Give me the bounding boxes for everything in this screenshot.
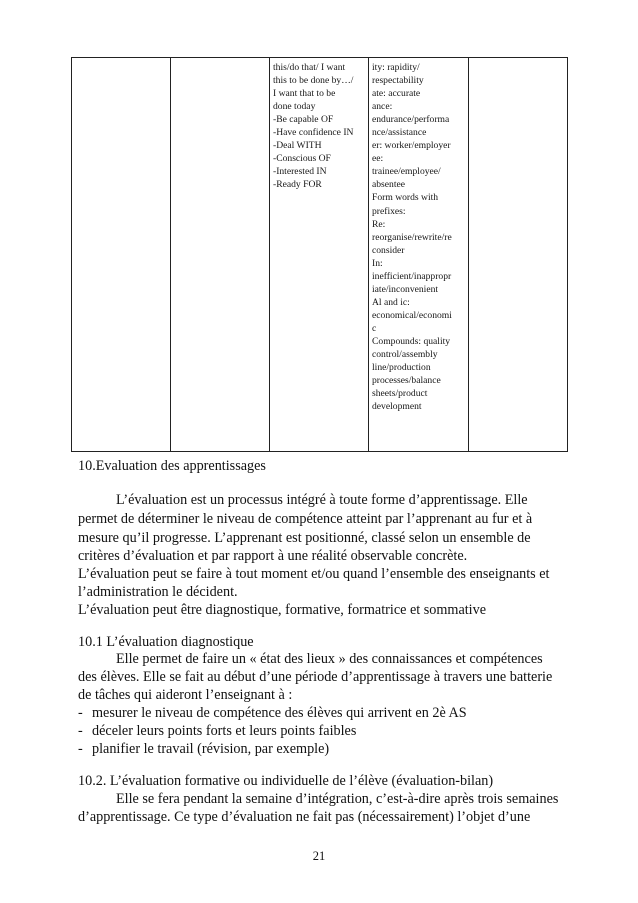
table-cell-line: -Deal WITH (273, 140, 322, 152)
paragraph-line: l’administration le décident. (78, 584, 238, 600)
paragraph-line: critères d’évaluation et par rapport à une réalité observable concrète. (78, 548, 468, 564)
table-cell-line: -Have confidence IN (273, 127, 354, 139)
table-column-divider (368, 58, 369, 451)
list-item: mesurer le niveau de compétence des élèves qui arrivent en 2è AS (92, 705, 467, 721)
table-cell-line: Form words with (372, 192, 439, 204)
table-cell-line: development (372, 401, 422, 413)
table-cell-line: trainee/employee/ (372, 166, 441, 178)
table-cell-line: reorganise/rewrite/re (372, 231, 452, 243)
table-cell-line: c (372, 322, 377, 334)
bullet-marker: - (78, 723, 83, 739)
table-cell-line: ance: (372, 101, 393, 113)
table-cell-line: ate: accurate (372, 88, 421, 100)
bullet-marker: - (78, 705, 83, 721)
table-cell-line: consider (372, 244, 405, 256)
table-cell-line: -Ready FOR (273, 179, 322, 191)
table-cell-line: Compounds: quality (372, 335, 451, 347)
paragraph-line: des élèves. Elle se fait au début d’une période d’apprentissage à travers une batterie (78, 669, 553, 685)
table-cell-line: nce/assistance (372, 127, 427, 139)
table-cell-line: prefixes: (372, 205, 406, 217)
table-cell-line: inefficient/inappropr (372, 270, 452, 282)
table-cell-line: done today (273, 101, 316, 113)
table-cell-line: absentee (372, 179, 406, 191)
paragraph-line: mesure qu’il progresse. L’apprenant est positionné, classé selon un ensemble de (78, 530, 531, 546)
paragraph-line: Elle permet de faire un « état des lieux » des connaissances et compétences (116, 651, 543, 667)
table-cell-line: this to be done by…/ (273, 75, 354, 87)
paragraph-line: Elle se fera pendant la semaine d’intégration, c’est-à-dire après trois semaines (116, 791, 559, 807)
table-cell-line: ee: (372, 153, 384, 165)
paragraph-line: permet de déterminer le niveau de compétence atteint par l’apprenant au fur et à (78, 511, 533, 527)
table-cell-line: iate/inconvenient (372, 283, 439, 295)
paragraph-line: L’évaluation est un processus intégré à toute forme d’apprentissage. Elle (116, 492, 528, 508)
table-cell-line: line/production (372, 362, 431, 374)
table-cell-line: economical/economi (372, 309, 452, 321)
bullet-marker: - (78, 741, 83, 757)
list-item: planifier le travail (révision, par exemple) (92, 741, 330, 757)
table-cell-line: Al and ic: (372, 296, 410, 308)
table-cell-line: In: (372, 257, 383, 269)
table-cell-line: Re: (372, 218, 386, 230)
table-cell-line: er: worker/employer (372, 140, 451, 152)
table-cell-line: respectability (372, 75, 424, 87)
table-cell-structures (273, 61, 353, 191)
table-cell-line: -Interested IN (273, 166, 327, 178)
table-cell-line: endurance/performa (372, 114, 450, 126)
table-cell-word-formation (372, 61, 452, 413)
paragraph-line: L’évaluation peut se faire à tout moment et/ou quand l’ensemble des enseignants et (78, 566, 550, 582)
table-cell-line: processes/balance (372, 375, 441, 387)
section-heading-10-2: 10.2. L’évaluation formative ou individuelle de l’élève (évaluation-bilan) (78, 773, 494, 789)
page-number: 21 (312, 849, 326, 863)
table-cell-line: I want that to be (273, 88, 336, 100)
table-cell-line: control/assembly (372, 349, 438, 361)
table-column-divider (269, 58, 270, 451)
paragraph-line: d’apprentissage. Ce type d’évaluation ne fait pas (nécessairement) l’objet d’une (78, 809, 531, 825)
table-cell-line: this/do that/ I want (273, 62, 346, 73)
competency-table (71, 57, 568, 452)
paragraph-line: L’évaluation peut être diagnostique, formative, formatrice et sommative (78, 602, 487, 618)
section-heading-10: 10.Evaluation des apprentissages (78, 458, 266, 474)
table-cell-line: ity: rapidity/ (372, 62, 420, 73)
section-heading-10-1: 10.1 L’évaluation diagnostique (78, 634, 254, 650)
table-cell-line: -Conscious OF (273, 153, 331, 165)
paragraph-line: de tâches qui aideront l’enseignant à : (78, 687, 293, 703)
list-item: déceler leurs points forts et leurs points faibles (92, 723, 357, 739)
table-column-divider (468, 58, 469, 451)
table-cell-line: -Be capable OF (273, 114, 334, 126)
table-column-divider (170, 58, 171, 451)
table-cell-line: sheets/product (372, 388, 428, 400)
